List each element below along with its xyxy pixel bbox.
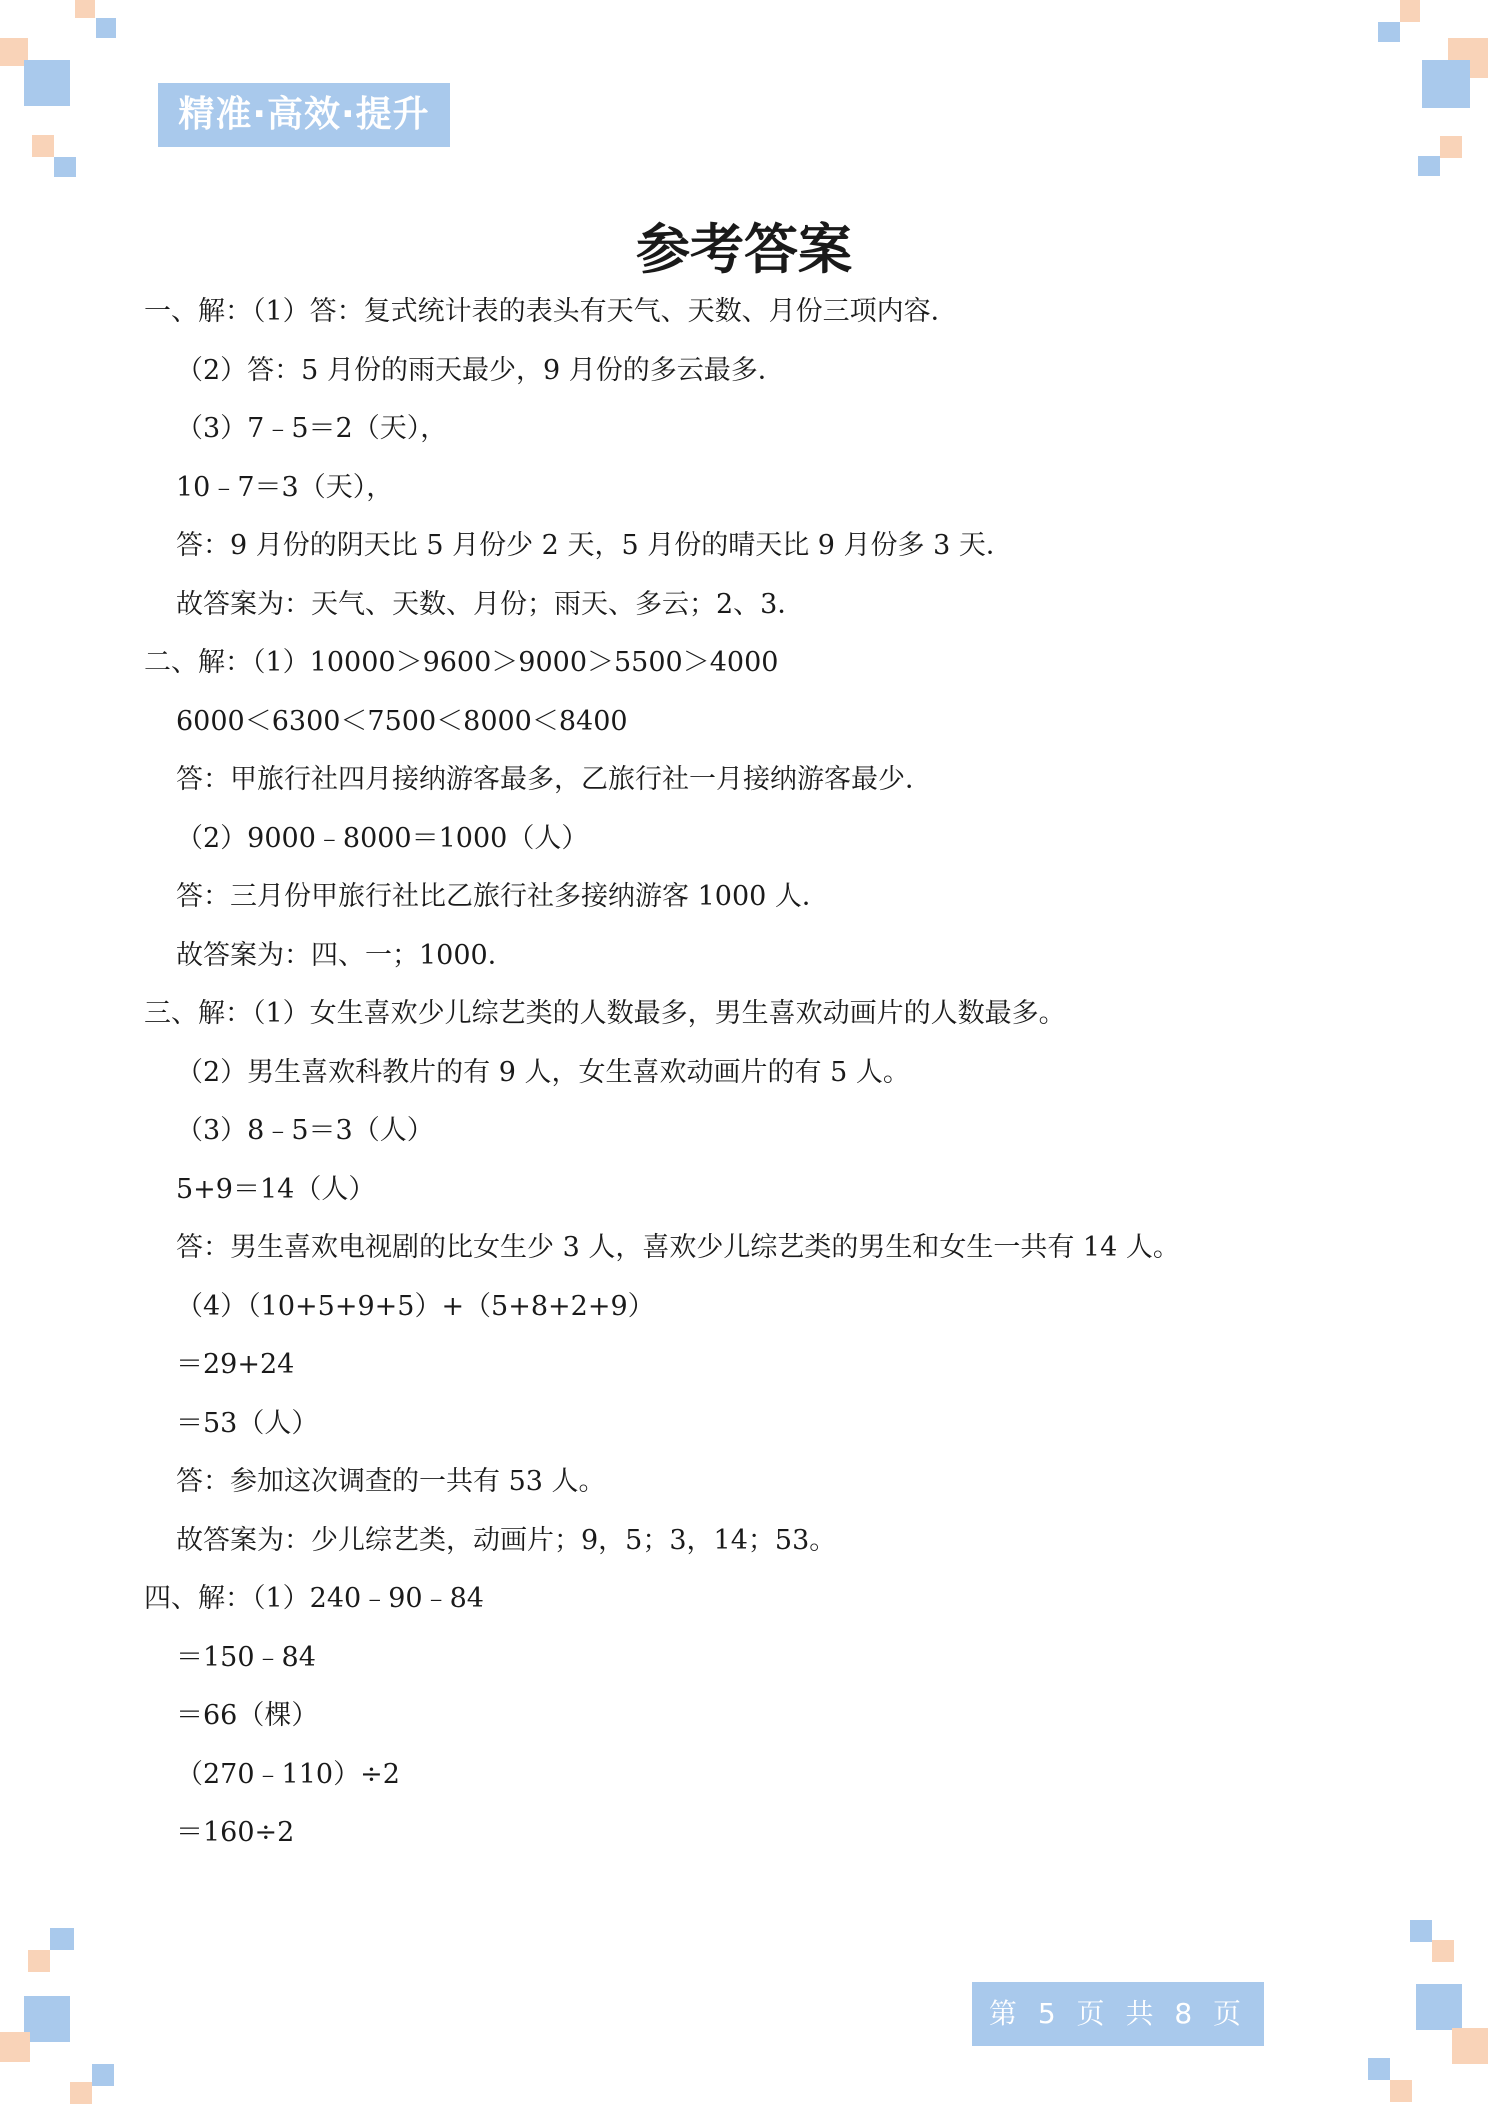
answer-line: 答：男生喜欢电视剧的比女生少 3 人，喜欢少儿综艺类的男生和女生一共有 14 人。	[176, 1232, 1180, 1263]
answer-line: 5+9＝14（人）	[176, 1174, 376, 1205]
answer-line: 四、解：（1）240﹣90﹣84	[144, 1583, 484, 1614]
answer-line: 故答案为：少儿综艺类，动画片；9，5；3，14；53。	[176, 1525, 837, 1556]
answer-line: （4）（10+5+9+5）+（5+8+2+9）	[176, 1291, 655, 1322]
answer-line: 6000＜6300＜7500＜8000＜8400	[176, 706, 628, 737]
answer-line: ＝150﹣84	[176, 1642, 316, 1673]
page-title: 参考答案	[636, 218, 852, 281]
answer-line: 故答案为：四、一；1000．	[176, 940, 515, 971]
answer-line: ＝53（人）	[176, 1408, 319, 1439]
answer-line: 答：三月份甲旅行社比乙旅行社多接纳游客 1000 人．	[176, 881, 829, 912]
answer-line: 答：甲旅行社四月接纳游客最多，乙旅行社一月接纳游客最少．	[176, 764, 932, 795]
answer-line: （2）9000﹣8000＝1000（人）	[176, 823, 589, 854]
answer-line: （270﹣110）÷2	[176, 1759, 400, 1790]
answer-line: （3）8﹣5＝3（人）	[176, 1115, 434, 1146]
answer-line: 一、解：（1）答：复式统计表的表头有天气、天数、月份三项内容．	[144, 296, 958, 327]
header-badge: 精准·高效·提升	[158, 83, 450, 147]
answer-line: （3）7﹣5＝2（天），	[176, 413, 448, 444]
answer-line: （2）男生喜欢科教片的有 9 人，女生喜欢动画片的有 5 人。	[176, 1057, 910, 1088]
page-number-badge: 第 5 页 共 8 页	[972, 1982, 1264, 2046]
answer-line: 答：参加这次调查的一共有 53 人。	[176, 1466, 606, 1497]
answer-line: ＝66（棵）	[176, 1700, 319, 1731]
answer-line: 三、解：（1）女生喜欢少儿综艺类的人数最多，男生喜欢动画片的人数最多。	[144, 998, 1066, 1029]
answer-line: ＝160÷2	[176, 1817, 295, 1848]
answer-line: 答：9 月份的阴天比 5 月份少 2 天，5 月份的晴天比 9 月份多 3 天．	[176, 530, 1013, 561]
answer-line: ＝29+24	[176, 1349, 295, 1380]
answer-line: 10﹣7＝3（天），	[176, 472, 394, 503]
answer-line: 故答案为：天气、天数、月份；雨天、多云；2、3．	[176, 589, 805, 620]
answer-line: （2）答：5 月份的雨天最少，9 月份的多云最多．	[176, 355, 785, 386]
answer-line: 二、解：（1）10000＞9600＞9000＞5500＞4000	[144, 647, 779, 678]
